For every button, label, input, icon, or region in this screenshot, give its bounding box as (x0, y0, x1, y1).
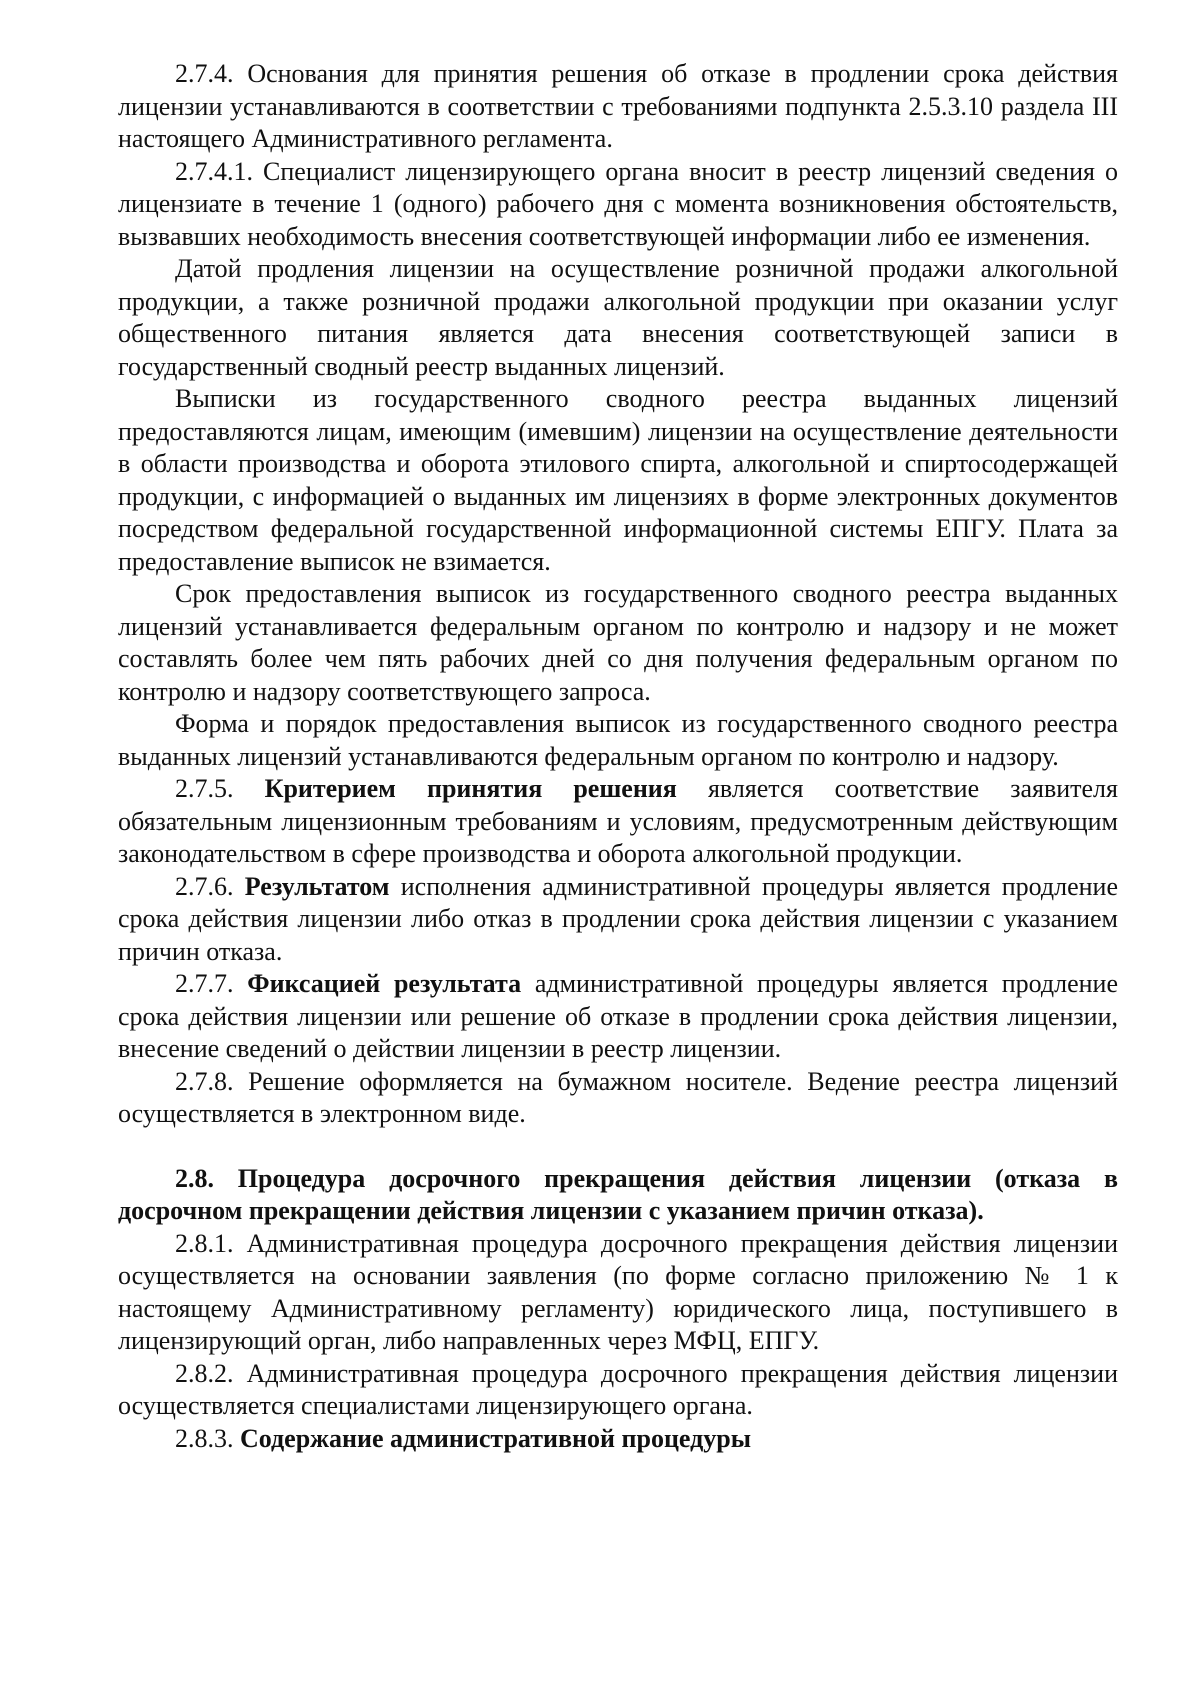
paragraph-extract-term: Срок предоставления выписок из государственного сводного реестра выданных лицензий устанавливается федеральным органом по контролю и надзору и не может составлять более чем пять рабочих дней со дня получения федеральным органом по контролю и надзору соответствующего запроса. (118, 579, 1118, 706)
paragraph-text: исполнения административной процедуры является продление срока действия лицензии либо отказ в продлении срока действия лицензии с указанием причин отказа. (118, 871, 1119, 966)
paragraph-text: административной процедуры является продление срока действия лицензии или решение об отказе в продлении срока действия лицензии, внесение сведений о действии лицензии в реестр лицензии. (118, 969, 1119, 1063)
paragraph-number: 2.7.7. (175, 969, 248, 998)
bold-term: Содержание административной процедуры (240, 1423, 752, 1453)
bold-term: Критерием принятия решения (264, 774, 677, 803)
paragraph-number: 2.7.5. (175, 774, 265, 803)
paragraph-2-7-4: 2.7.4. Основания для принятия решения об отказе в продлении срока действия лицензии устанавливаются в соответствии с требованиями подпункта 2.5.3.10 раздела III настоящего Административного регламента. (118, 59, 1118, 153)
paragraph-2-8-1: 2.8.1. Административная процедура досрочного прекращения действия лицензии осуществляется на основании заявления (по форме согласно приложению № 1 к настоящему Административному регламенту) юридического лица, поступившего в лицензирующий орган, либо направленных через МФЦ, ЕПГУ. (118, 1228, 1118, 1355)
paragraph-register-extracts: Выписки из государственного сводного реестра выданных лицензий предоставляются лицам, имеющим (имевшим) лицензии на осуществление деятельности в области производства и оборота этилового спирта, алкогольной и спиртосодержащей продукции, с информацией о выданных им лицензиях в форме электронных документов посредством федеральной государственной информационной системы ЕПГУ. Плата за предоставление выписок не взимается. (118, 384, 1118, 576)
paragraph-2-7-6 (118, 871, 1118, 969)
paragraph-2-7-4-1: 2.7.4.1. Специалист лицензирующего органа вносит в реестр лицензий сведения о лицензиате в течение 1 (одного) рабочего дня с момента возникновения обстоятельств, вызвавших необходимость внесения соответствующей информации либо ее изменения. (118, 156, 1118, 251)
section-spacer (118, 1131, 1118, 1163)
paragraph-2-7-7 (118, 968, 1118, 1066)
paragraph-extract-form: Форма и порядок предоставления выписок из государственного сводного реестра выданных лицензий устанавливаются федеральным органом по контролю и надзору. (118, 709, 1118, 771)
paragraph-2-8-3 (118, 1423, 1118, 1456)
paragraph-number: 2.8.3. (175, 1423, 240, 1453)
bold-term: Фиксацией результата (247, 969, 522, 998)
paragraph-2-7-5 (118, 773, 1118, 871)
bold-term: Результатом (244, 871, 390, 901)
paragraph-renewal-date: Датой продления лицензии на осуществление розничной продажи алкогольной продукции, а также розничной продажи алкогольной продукции при оказании услуг общественного питания является дата внесения соответствующей записи в государственный сводный реестр выданных лицензий. (118, 254, 1118, 381)
paragraph-2-8-2: 2.8.2. Административная процедура досрочного прекращения действия лицензии осуществляется специалистами лицензирующего органа. (118, 1358, 1118, 1420)
paragraph-text: является соответствие заявителя обязательным лицензионным требованиям и условиям, предусмотренным действующим законодательством в сфере производства и оборота алкогольной продукции. (118, 774, 1118, 868)
paragraph-number: 2.7.6. (175, 871, 245, 901)
section-heading-2-8: 2.8. Процедура досрочного прекращения действия лицензии (отказа в досрочном прекращении действия лицензии с указанием причин отказа). (118, 1163, 1118, 1225)
paragraph-2-7-8: 2.7.8. Решение оформляется на бумажном носителе. Ведение реестра лицензий осуществляется в электронном виде. (118, 1066, 1118, 1128)
